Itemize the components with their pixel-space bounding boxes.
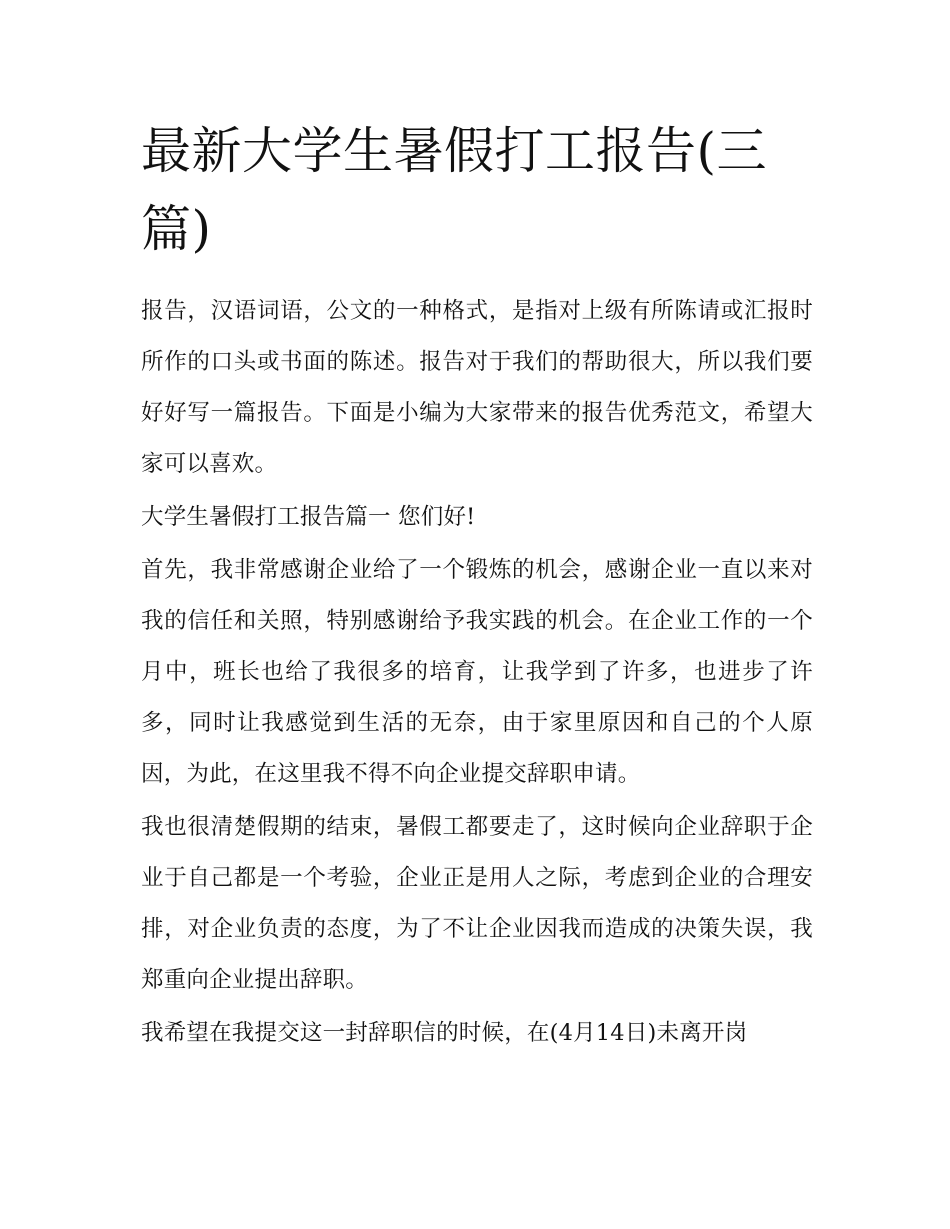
section-heading-paragraph: 大学生暑假打工报告篇一 您们好! — [141, 504, 476, 530]
intro-paragraph: 报告，汉语词语，公文的一种格式，是指对上级有所陈请或汇报时所作的口头或书面的陈述。报告对于我们的帮助很大，所以我们要好好写一篇报告。下面是小编为大家带来的报告优秀范文，希望大家可以喜欢。 — [141, 298, 813, 477]
document-title: 最新大学生暑假打工报告(三篇) — [141, 122, 768, 258]
body-paragraph: 我希望在我提交这一封辞职信的时候，在(4月14日)未离开岗 — [141, 1020, 748, 1046]
document-body — [141, 112, 813, 1061]
body-paragraph: 首先，我非常感谢企业给了一个锻炼的机会，感谢企业一直以来对我的信任和关照，特别感谢给予我实践的机会。在企业工作的一个月中，班长也给了我很多的培育，让我学到了许多，也进步了许多，同时让我感觉到生活的无奈，由于家里原因和自己的个人原因，为此，在这里我不得不向企业提交辞职申请。 — [141, 557, 813, 787]
body-paragraph: 我也很清楚假期的结束，暑假工都要走了，这时候向企业辞职于企业于自己都是一个考验，企业正是用人之际，考虑到企业的合理安排，对企业负责的态度，为了不让企业因我而造成的决策失误，我郑重向企业提出辞职。 — [141, 814, 813, 993]
